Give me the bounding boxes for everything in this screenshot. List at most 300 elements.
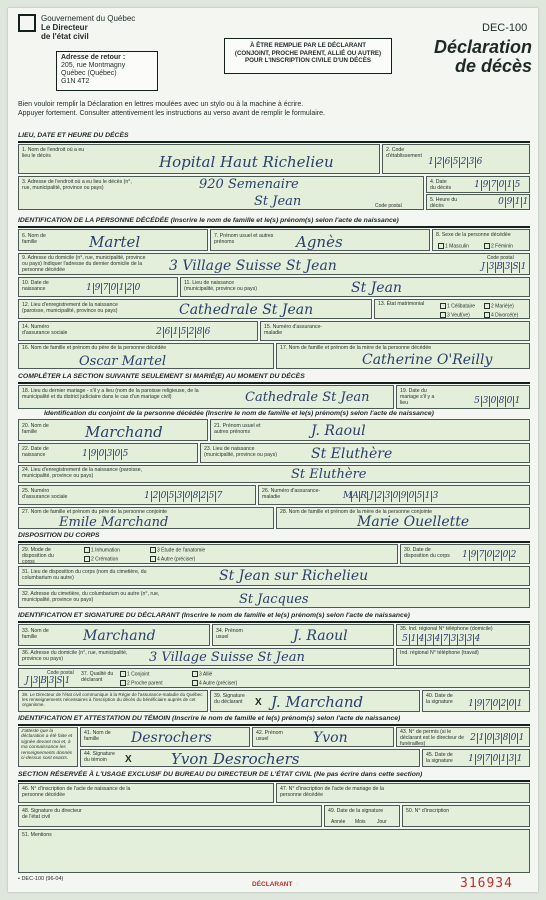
- spouse-social-insurance-field[interactable]: [18, 485, 256, 505]
- postal-code-label: Code postal: [375, 203, 402, 209]
- spouse-surname-field[interactable]: [18, 419, 208, 441]
- field-value: Marie Ouellette: [357, 514, 470, 530]
- field-label: 10. Date de naissance: [22, 280, 49, 292]
- digit-cell: 9: [506, 197, 513, 207]
- field-value: Catherine O'Reilly: [362, 352, 493, 368]
- digit-cell: 3: [494, 733, 501, 743]
- digit-cell: 7: [102, 283, 109, 293]
- field-value: Martel: [89, 233, 141, 251]
- director-signature-field: [18, 805, 322, 827]
- field-label: 45. Date de la signature: [426, 752, 453, 764]
- digit-row: [143, 491, 223, 502]
- digit-cell: 1: [516, 699, 523, 709]
- spouse-given-names-field[interactable]: [210, 419, 530, 441]
- field-value: Agnès: [296, 233, 343, 251]
- field-label: 8. Sexe de la personne décédée: [436, 232, 511, 238]
- mother-name-field[interactable]: [276, 343, 530, 369]
- digit-cell: 2: [156, 327, 162, 337]
- digit-cell: 8: [196, 327, 203, 337]
- checkbox-icon: [192, 680, 198, 686]
- digit-cell: 6: [164, 327, 171, 337]
- field-value: J. Raoul: [311, 423, 366, 439]
- digit-cell: 7: [216, 491, 223, 501]
- field-label: 18. Lieu du dernier mariage - s'il y a lieu (nom de la paroisse religieuse, de la municipalité et du district judiciaire dans le cas d'un mariage civil): [22, 388, 199, 400]
- digit-cell: A: [352, 491, 359, 501]
- digit-cell: 2: [500, 699, 507, 709]
- digit-row: [473, 396, 521, 407]
- section-title: IDENTIFICATION ET ATTESTATION DU TÉMOIN (Inscrire le nom de famille et le(s) prénom(s) selon l'acte de naissance): [18, 715, 401, 722]
- digit-cell: 2: [376, 491, 383, 501]
- digit-cell: 0: [408, 491, 415, 501]
- digit-cell: 6: [444, 157, 451, 167]
- health-insurance-field[interactable]: [260, 321, 530, 341]
- option-label: 3 Allié: [199, 671, 213, 678]
- digit-cell: 3: [432, 491, 439, 501]
- option-label: 1 Inhumation: [91, 547, 120, 554]
- field-label: 13. État matrimonial: [378, 301, 425, 307]
- notice-line: (CONJOINT, PROCHE PARENT, ALLIÉ OU AUTRE): [234, 49, 382, 57]
- digit-cell: 2: [510, 550, 517, 560]
- checkbox-icon: [484, 243, 490, 249]
- field-label: 38. Le Directeur de l'état civil communique à la Régie de l'assurance-maladie du Québec les renseignements nécessaires à l'inscription du décès du bénéficiaire auprès de cet organisme.: [22, 692, 203, 708]
- father-name-field[interactable]: [18, 343, 274, 369]
- witness-surname-field[interactable]: [80, 727, 250, 747]
- sex-field[interactable]: [432, 229, 530, 251]
- month-label: Mois: [355, 819, 366, 825]
- section-divider: [18, 780, 530, 782]
- witness-signature-field[interactable]: [80, 749, 420, 767]
- spouse-mother-field[interactable]: [276, 507, 530, 529]
- digit-cell: 1: [500, 754, 507, 764]
- place-of-death-field[interactable]: [18, 144, 380, 174]
- digit-cell: B: [40, 676, 47, 686]
- option-label: 4 Divorcé(e): [491, 312, 519, 319]
- digit-cell: 3: [176, 491, 183, 501]
- spouse-birth-date-field[interactable]: [18, 443, 198, 463]
- disposition-option[interactable]: [83, 556, 118, 562]
- field-value: Cathedrale St Jean: [245, 390, 370, 405]
- cemetery-address-field[interactable]: [18, 588, 530, 608]
- digit-cell: 1: [468, 699, 474, 709]
- option-label: 2 Féminin: [491, 243, 513, 250]
- signature-value: Yvon Desrochers: [171, 750, 300, 768]
- checkbox-icon: [84, 556, 90, 562]
- gov-line-bold: Le Directeur: [41, 23, 88, 32]
- declarant-given-name-field[interactable]: [212, 624, 394, 646]
- gov-line-bold: de l'état civil: [41, 32, 89, 41]
- digit-cell: 5: [474, 396, 480, 406]
- digit-cell: 0: [510, 733, 517, 743]
- day-label: Jour: [377, 819, 387, 825]
- section-subtitle: Identification du conjoint de la personne décédée (Inscrire le nom de famille et le(s) prénom(s) selon l'acte de naissance): [44, 410, 434, 417]
- marriage-act-number-field: [276, 783, 530, 803]
- option-label: 1 Masculin: [445, 243, 469, 250]
- spouse-father-field[interactable]: [18, 507, 274, 529]
- digit-cell: 2: [200, 491, 207, 501]
- digit-cell: 4: [418, 634, 425, 644]
- digit-cell: 1: [514, 197, 521, 207]
- spouse-birth-place-field[interactable]: [200, 443, 530, 463]
- declarant-address-field[interactable]: [18, 648, 394, 666]
- field-label: 1. Nom de l'endroit où a eu lieu le décès: [22, 147, 85, 159]
- digit-cell: 3: [48, 676, 55, 686]
- director-signature-date-field: [324, 805, 400, 827]
- digit-row: [497, 197, 529, 208]
- quality-option[interactable]: [119, 680, 163, 686]
- field-value: Yvon: [313, 730, 348, 746]
- digit-cell: R: [360, 491, 367, 501]
- field-label: 14. Numéro d'assurance sociale: [22, 324, 68, 336]
- field-value: 3 Village Suisse St Jean: [169, 258, 337, 274]
- digit-row: [467, 754, 523, 765]
- digit-cell: 5: [402, 634, 408, 644]
- signature-x-mark: X: [125, 754, 132, 765]
- field-value: Cathedrale St Jean: [179, 302, 314, 318]
- digit-cell: 7: [490, 180, 497, 190]
- quality-option[interactable]: [119, 671, 150, 677]
- section-title: IDENTIFICATION DE LA PERSONNE DÉCÉDÉE (Inscrire le nom de famille et le(s) prénom(s) selon l'acte de naissance): [18, 217, 399, 224]
- field-value: St Eluthère: [291, 467, 367, 482]
- digit-cell: M: [343, 491, 353, 501]
- field-label: 30. Date de disposition du corps: [404, 547, 450, 559]
- checkbox-icon: [120, 671, 126, 677]
- digit-cell: 9: [482, 180, 489, 190]
- section-title: SECTION RÉSERVÉE À L'USAGE EXCLUSIF DU BUREAU DU DIRECTEUR DE L'ÉTAT CIVIL (Ne pas écrire dans cette section): [18, 771, 423, 778]
- digit-cell: 3: [482, 396, 489, 406]
- birth-place-field[interactable]: [180, 277, 530, 297]
- marital-option[interactable]: [483, 303, 514, 309]
- option-label: 2 Proche parent: [127, 680, 163, 687]
- section-divider: [18, 226, 530, 228]
- field-label: 24. Lieu d'enregistrement de la naissance (paroisse, municipalité, province ou pays): [22, 467, 143, 479]
- digit-cell: 5: [208, 491, 215, 501]
- field-label: 11. Lieu de naissance (municipalité, province ou pays): [184, 280, 257, 292]
- time-of-death-field[interactable]: [426, 194, 530, 210]
- digit-cell: 1: [428, 157, 434, 167]
- signature-value: J. Marchand: [271, 693, 364, 711]
- field-label: 32. Adresse du cimetière, du columbarium ou autre (n°, rue, municipalité, province ou pays): [22, 591, 160, 603]
- death-address-field[interactable]: [18, 176, 424, 210]
- marriage-date-field[interactable]: [396, 385, 530, 409]
- digit-cell: 9: [470, 550, 477, 560]
- option-label: 1 Célibataire: [447, 303, 476, 310]
- disposition-date-field[interactable]: [400, 544, 530, 564]
- form-sheet: [8, 8, 538, 892]
- digit-cell: 1: [520, 262, 527, 272]
- declarant-quality-field[interactable]: [18, 668, 530, 688]
- digit-cell: 2: [470, 733, 476, 743]
- funeral-permit-field[interactable]: [396, 727, 530, 747]
- digit-row: [473, 180, 521, 191]
- year-label: Année: [331, 819, 346, 825]
- government-header: [41, 14, 135, 41]
- field-label: 7. Prénom usuel et autres prénoms: [214, 233, 274, 245]
- disposition-mode-field[interactable]: [18, 544, 398, 564]
- digit-cell: 0: [486, 733, 493, 743]
- digit-cell: 0: [134, 283, 141, 293]
- digit-row: [343, 491, 439, 502]
- establishment-code-field[interactable]: [382, 144, 530, 174]
- section-divider: [18, 621, 530, 623]
- digit-cell: 2: [126, 283, 133, 293]
- checkbox-icon: [192, 671, 198, 677]
- digit-cell: 1: [118, 283, 125, 293]
- given-names-field[interactable]: [210, 229, 430, 251]
- field-label: 49. Date de la signature: [328, 808, 384, 814]
- field-value: Hopital Haut Richelieu: [159, 153, 334, 171]
- digit-cell: 7: [442, 634, 449, 644]
- serial-number: 316934: [460, 876, 513, 891]
- digit-cell: 7: [484, 754, 491, 764]
- declarant-signature-date-field[interactable]: [422, 690, 530, 712]
- field-label: 36. Adresse du domicile (n°, rue, municipalité, province ou pays): [22, 650, 128, 662]
- field-value: St Jean sur Richelieu: [219, 568, 369, 584]
- field-value: St Jacques: [239, 592, 309, 607]
- declarant-work-phone-field[interactable]: [396, 648, 530, 666]
- option-label: 3 Étude de l'anatomie: [157, 547, 206, 554]
- digit-row: [85, 283, 141, 294]
- disposition-option[interactable]: [149, 547, 205, 553]
- gov-line: Gouvernement du Québec: [41, 14, 136, 23]
- digit-cell: 1: [424, 491, 431, 501]
- field-value: Marchand: [85, 423, 163, 441]
- digit-cell: 3: [450, 634, 457, 644]
- checkbox-icon: [484, 303, 490, 309]
- marital-option[interactable]: [439, 312, 470, 318]
- digit-cell: 1: [462, 550, 468, 560]
- digit-cell: 0: [490, 396, 497, 406]
- ramq-notice: [18, 690, 208, 712]
- digit-row: [461, 550, 517, 561]
- digit-cell: 8: [498, 396, 505, 406]
- declarant-surname-field[interactable]: [18, 624, 210, 646]
- disposition-option[interactable]: [149, 556, 195, 562]
- quebec-fleur-logo-icon: [18, 14, 36, 32]
- digit-cell: 1: [86, 283, 92, 293]
- field-label: 9. Adresse du domicile (n°, rue, municipalité, province ou pays) Indiquer l'adresse du dernier domicile de la personne décédée: [22, 255, 146, 273]
- section-title: COMPLÉTER LA SECTION SUIVANTE SEULEMENT SI MARIÉ(E) AU MOMENT DU DÉCÈS: [18, 373, 305, 380]
- field-label: 15. Numéro d'assurance-maladie: [264, 324, 323, 336]
- digit-cell: 0: [486, 550, 493, 560]
- field-label: 2. Code d'établissement: [386, 147, 422, 159]
- quality-option[interactable]: [191, 680, 237, 686]
- option-label: 4 Autre (préciser): [199, 680, 238, 687]
- field-label: 17. Nom de famille et prénom de la mère de la personne décédée: [280, 345, 432, 351]
- field-label: 25. Numéro d'assurance sociale: [22, 488, 68, 500]
- digit-cell: 5: [514, 180, 521, 190]
- form-number: DEC-100: [482, 22, 528, 34]
- return-address-box: [56, 51, 158, 91]
- digit-cell: 4: [434, 634, 441, 644]
- marital-option[interactable]: [439, 303, 475, 309]
- digit-cell: 3: [384, 491, 391, 501]
- registration-number-field: [402, 805, 530, 827]
- digit-row: [155, 327, 211, 338]
- surname-field[interactable]: [18, 229, 208, 251]
- disposition-place-field[interactable]: [18, 566, 530, 586]
- section-divider: [18, 724, 530, 726]
- option-label: 1 Conjoint: [127, 671, 150, 678]
- digit-cell: 0: [492, 699, 499, 709]
- section-divider: [18, 541, 530, 543]
- field-label: 44. Signature du témoin: [84, 751, 115, 763]
- field-value: 3 Village Suisse St Jean: [149, 650, 305, 665]
- digit-cell: 0: [98, 449, 105, 459]
- digit-cell: 7: [478, 550, 485, 560]
- quality-option[interactable]: [191, 671, 212, 677]
- digit-cell: 7: [484, 699, 491, 709]
- digit-cell: 5: [416, 491, 423, 501]
- sex-option-male[interactable]: [437, 243, 469, 249]
- field-label: 51. Mentions: [22, 832, 52, 838]
- digit-row: [467, 699, 523, 710]
- section-title: IDENTIFICATION ET SIGNATURE DU DÉCLARANT (Inscrire le nom de famille et le(s) prénom(s) selon l'acte de naissance): [18, 612, 410, 619]
- option-label: 3 Veuf(ve): [447, 312, 470, 319]
- field-label: 50. N° d'inscription: [406, 808, 450, 814]
- digit-cell: 1: [522, 197, 529, 207]
- digit-cell: 0: [492, 754, 499, 764]
- intro-line: Appuyer fortement. Consulter attentivement les instructions au verso avant de remplir le formulaire.: [18, 110, 325, 117]
- field-value: St Jean: [254, 194, 302, 209]
- digit-cell: 1: [468, 754, 474, 764]
- digit-cell: 3: [488, 262, 495, 272]
- domicile-address-field[interactable]: [18, 253, 530, 275]
- postal-code-label: Code postal: [47, 670, 74, 676]
- witness-given-name-field[interactable]: [252, 727, 394, 747]
- digit-cell: 3: [468, 157, 475, 167]
- digit-cell: 1: [64, 676, 71, 686]
- form-code: • DEC-100 (96-04): [18, 876, 64, 882]
- declarant-home-phone-field[interactable]: [396, 624, 530, 646]
- digit-row: [469, 733, 525, 744]
- field-label: 19. Date du mariage s'il y a lieu: [400, 388, 435, 406]
- digit-cell: S: [512, 262, 519, 272]
- digit-cell: 6: [476, 157, 483, 167]
- copy-declarant-label: DÉCLARANT: [252, 881, 293, 888]
- digit-cell: B: [496, 262, 503, 272]
- social-insurance-field[interactable]: [18, 321, 258, 341]
- digit-row: [479, 262, 527, 273]
- birth-act-number-field: [18, 783, 274, 803]
- marriage-place-field[interactable]: [18, 385, 394, 409]
- digit-cell: 0: [506, 396, 513, 406]
- field-label: 33. Nom de famille: [22, 628, 49, 640]
- digit-cell: 0: [110, 283, 117, 293]
- field-label: 48. Signature du directeur de l'état civil: [22, 808, 82, 820]
- digit-cell: 0: [160, 491, 167, 501]
- digit-cell: 3: [504, 262, 511, 272]
- digit-cell: 3: [458, 634, 465, 644]
- intro-line: Bien vouloir remplir la Déclaration en lettres moulées avec un stylo ou à la machine à écrire.: [18, 101, 304, 108]
- checkbox-icon: [150, 556, 156, 562]
- spouse-health-insurance-field[interactable]: [258, 485, 530, 505]
- digit-cell: 0: [184, 491, 191, 501]
- digit-cell: 9: [90, 449, 97, 459]
- digit-cell: J: [367, 491, 375, 502]
- field-value: Oscar Martel: [79, 354, 167, 369]
- digit-cell: S: [56, 676, 63, 686]
- checkbox-icon: [150, 547, 156, 553]
- digit-cell: 9: [400, 491, 407, 501]
- field-label: 26. Numéro d'assurance-maladie: [262, 488, 321, 500]
- date-of-death-field[interactable]: [426, 176, 530, 193]
- field-label: 5. Heure du décès: [430, 197, 458, 209]
- return-line: 205, rue Montmagny: [61, 62, 126, 69]
- digit-cell: 2: [436, 157, 443, 167]
- digit-cell: 5: [180, 327, 187, 337]
- digit-cell: 0: [392, 491, 399, 501]
- witness-signature-date-field[interactable]: [422, 749, 530, 767]
- marital-option[interactable]: [483, 312, 518, 318]
- field-label: 46. N° d'inscription de l'acte de naissance de la personne décédée: [22, 786, 131, 798]
- field-value: Desrochers: [131, 730, 212, 746]
- digit-cell: 4: [474, 634, 481, 644]
- digit-cell: 1: [172, 327, 179, 337]
- spouse-birth-registration-field[interactable]: [18, 465, 530, 483]
- return-line: G1N 4T2: [61, 78, 90, 85]
- field-label: 4. Date du décès: [430, 179, 452, 191]
- field-label: 43. N° de permis (si le déclarant est le directeur de funérailles): [400, 729, 465, 747]
- field-label: 31. Lieu de disposition du corps (nom du cimetière, du columbarium ou autre): [22, 569, 147, 581]
- digit-cell: 8: [192, 491, 199, 501]
- digit-cell: 2: [460, 157, 467, 167]
- declarant-notice-box: [224, 38, 392, 74]
- field-label: 20. Nom de famille: [22, 423, 49, 435]
- digit-cell: 0: [498, 197, 504, 207]
- digit-cell: 5: [122, 449, 129, 459]
- digit-cell: 1: [474, 180, 480, 190]
- field-value: St Jean: [351, 280, 402, 296]
- checkbox-icon: [84, 547, 90, 553]
- digit-cell: 3: [508, 754, 515, 764]
- digit-cell: 1: [478, 733, 485, 743]
- digit-cell: 3: [32, 676, 39, 686]
- disposition-option[interactable]: [83, 547, 120, 553]
- birth-registration-field[interactable]: [18, 299, 372, 319]
- field-label: 28. Nom de famille et prénom de la mère de la personne conjointe: [280, 509, 432, 515]
- digit-cell: 1: [506, 180, 513, 190]
- digit-cell: 2: [494, 550, 501, 560]
- marital-status-field[interactable]: [374, 299, 530, 319]
- birth-date-field[interactable]: [18, 277, 178, 297]
- notice-line: À ÊTRE REMPLIE PAR LE DÉCLARANT: [249, 42, 367, 49]
- field-value: Emile Marchand: [59, 515, 169, 530]
- field-label: 27. Nom de famille et prénom du père de la personne conjointe: [22, 509, 168, 515]
- digit-cell: 6: [204, 327, 211, 337]
- field-label: 34. Prénom usuel: [216, 628, 243, 640]
- intro-text: [18, 100, 528, 118]
- field-label: 41. Nom de famille: [84, 730, 111, 742]
- digit-row: [23, 676, 71, 687]
- field-label: 3. Adresse de l'endroit où a eu lieu le décès (n°, rue, municipalité, province ou pays): [22, 179, 132, 191]
- digit-cell: 1: [82, 449, 88, 459]
- digit-cell: 3: [426, 634, 433, 644]
- notice-line: POUR L'INSCRIPTION CIVILE D'UN DÉCÈS: [244, 57, 372, 64]
- digit-cell: 1: [518, 733, 525, 743]
- digit-cell: 1: [144, 491, 150, 501]
- section-divider: [18, 382, 530, 384]
- digit-cell: 9: [94, 283, 101, 293]
- sex-option-female[interactable]: [483, 243, 513, 249]
- field-label: 29. Mode de disposition du corps: [22, 547, 54, 565]
- section-title: DISPOSITION DU CORPS: [18, 532, 100, 539]
- digit-cell: 5: [168, 491, 175, 501]
- postal-code-label: Code postal: [487, 255, 514, 261]
- field-label: 39. Signature du déclarant: [214, 693, 245, 705]
- signature-x-mark: X: [255, 697, 262, 708]
- declarant-signature-field[interactable]: [210, 690, 420, 712]
- field-label: 6. Nom de famille: [22, 233, 46, 245]
